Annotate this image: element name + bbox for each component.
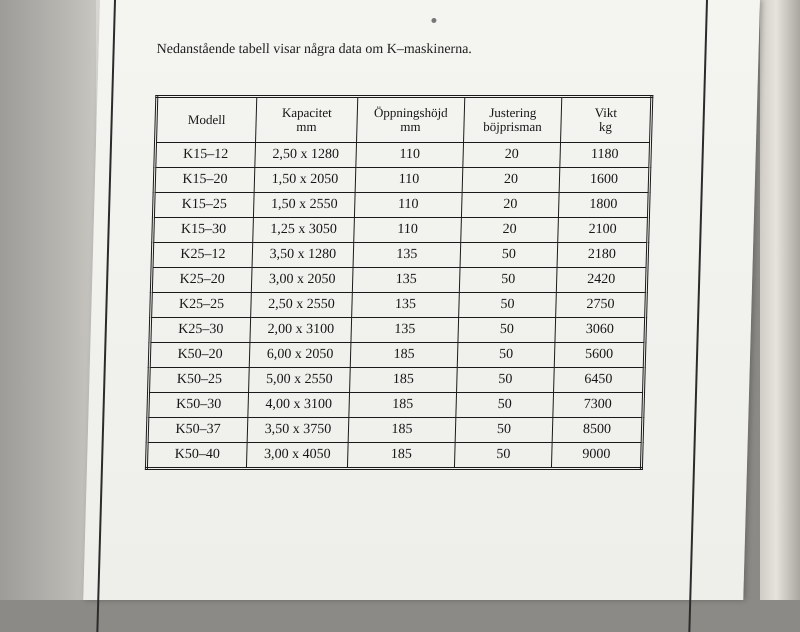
- cell-modell: K15–12: [155, 143, 256, 168]
- cell-vikt: 8500: [552, 418, 643, 443]
- cell-kapacitet: 4,00 x 3100: [248, 393, 350, 418]
- cell-vikt: 2750: [556, 293, 647, 318]
- cell-modell: K25–12: [152, 243, 253, 268]
- cell-modell: K50–37: [147, 418, 248, 443]
- cell-justering: 50: [455, 418, 553, 443]
- cell-justering: 20: [461, 218, 559, 243]
- cell-vikt: 1800: [558, 193, 649, 218]
- cell-justering: 50: [456, 393, 554, 418]
- cell-modell: K15–25: [153, 193, 254, 218]
- table-row: [153, 193, 649, 218]
- table-row: [153, 218, 649, 243]
- cell-justering: 50: [459, 268, 557, 293]
- table-row: [149, 343, 645, 368]
- cell-oppningshojd: 135: [352, 293, 460, 318]
- cell-vikt: 5600: [554, 343, 645, 368]
- cell-vikt: 2180: [557, 243, 648, 268]
- header-justering: Justering böjprisman: [464, 97, 562, 143]
- table-row: [147, 418, 643, 443]
- cell-kapacitet: 2,00 x 3100: [250, 318, 352, 343]
- cell-modell: K50–25: [149, 368, 250, 393]
- cell-oppningshojd: 185: [349, 393, 457, 418]
- cell-oppningshojd: 185: [347, 443, 455, 469]
- cell-oppningshojd: 185: [350, 368, 458, 393]
- cell-oppningshojd: 110: [355, 168, 463, 193]
- header-kapacitet: Kapacitet mm: [256, 97, 358, 143]
- cell-kapacitet: 6,00 x 2050: [249, 343, 351, 368]
- intro-text: Nedanstående tabell visar några data om K–maskinerna.: [156, 42, 473, 57]
- book-page: [83, 0, 760, 600]
- cell-modell: K50–20: [149, 343, 250, 368]
- cell-vikt: 2100: [558, 218, 649, 243]
- table-row: [150, 318, 646, 343]
- table-row: [154, 168, 650, 193]
- cell-kapacitet: 1,50 x 2550: [253, 193, 355, 218]
- table-row: [155, 143, 651, 168]
- cell-modell: K25–20: [151, 268, 252, 293]
- cell-vikt: 3060: [555, 318, 646, 343]
- header-modell: Modell: [156, 97, 257, 143]
- cell-oppningshojd: 135: [353, 243, 461, 268]
- cell-oppningshojd: 110: [354, 218, 462, 243]
- cell-modell: K25–25: [151, 293, 252, 318]
- cell-modell: K25–30: [150, 318, 251, 343]
- table-row: [151, 293, 647, 318]
- table-row: [149, 368, 645, 393]
- cell-kapacitet: 1,25 x 3050: [253, 218, 355, 243]
- right-page-edge: [760, 0, 800, 600]
- cell-kapacitet: 5,00 x 2550: [249, 368, 351, 393]
- cell-oppningshojd: 110: [354, 193, 462, 218]
- cell-justering: 20: [462, 168, 560, 193]
- cell-oppningshojd: 185: [348, 418, 456, 443]
- cell-vikt: 7300: [553, 393, 644, 418]
- cell-justering: 20: [463, 143, 561, 168]
- cell-modell: K15–20: [154, 168, 255, 193]
- cell-kapacitet: 3,00 x 2050: [251, 268, 353, 293]
- cell-justering: 20: [461, 193, 559, 218]
- cell-kapacitet: 3,00 x 4050: [246, 443, 348, 469]
- cell-justering: 50: [457, 343, 555, 368]
- cell-oppningshojd: 110: [356, 143, 464, 168]
- cell-justering: 50: [459, 293, 557, 318]
- header-oppningshojd: Öppningshöjd mm: [357, 97, 465, 143]
- cell-justering: 50: [457, 368, 555, 393]
- cell-vikt: 1180: [560, 143, 651, 168]
- cell-vikt: 2420: [556, 268, 647, 293]
- header-vikt: Vikt kg: [561, 97, 652, 143]
- cell-vikt: 6450: [554, 368, 645, 393]
- cell-justering: 50: [458, 318, 556, 343]
- cell-vikt: 9000: [551, 443, 642, 469]
- table-row: [148, 393, 644, 418]
- cell-kapacitet: 3,50 x 3750: [247, 418, 349, 443]
- table-header-row: [156, 97, 652, 143]
- cell-justering: 50: [454, 443, 552, 469]
- cell-oppningshojd: 135: [351, 318, 459, 343]
- cell-justering: 50: [460, 243, 558, 268]
- table-row: [146, 443, 642, 469]
- cell-kapacitet: 2,50 x 2550: [251, 293, 353, 318]
- cell-vikt: 1600: [559, 168, 650, 193]
- cell-modell: K50–30: [148, 393, 249, 418]
- table-row: [152, 243, 648, 268]
- table-row: [151, 268, 647, 293]
- table-body: [146, 143, 650, 469]
- cell-kapacitet: 2,50 x 1280: [255, 143, 357, 168]
- machine-data-table: [145, 95, 653, 470]
- cell-modell: K50–40: [146, 443, 247, 469]
- cell-oppningshojd: 135: [352, 268, 460, 293]
- cell-kapacitet: 1,50 x 2050: [254, 168, 356, 193]
- cell-oppningshojd: 185: [350, 343, 458, 368]
- cell-modell: K15–30: [153, 218, 254, 243]
- cell-kapacitet: 3,50 x 1280: [252, 243, 354, 268]
